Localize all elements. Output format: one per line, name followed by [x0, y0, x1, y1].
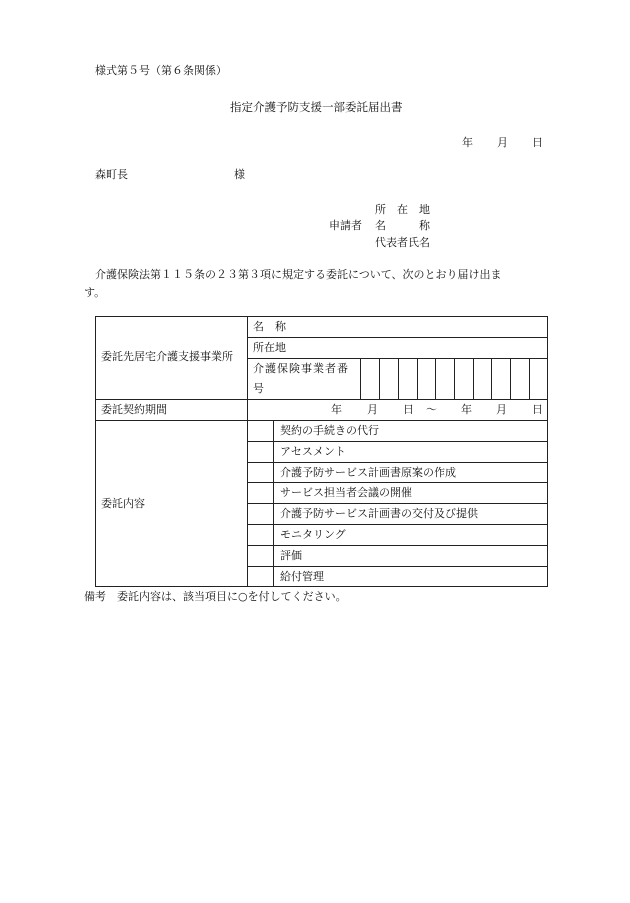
- table-line: [247, 524, 548, 525]
- table-line: [247, 503, 548, 504]
- addressee-honorific: 様: [234, 168, 245, 181]
- content-item: アセスメント: [280, 445, 346, 458]
- table-line: [417, 358, 418, 399]
- table-line: [398, 358, 399, 399]
- table-line: [247, 545, 548, 546]
- date-day: 日: [532, 136, 543, 149]
- table-line: [491, 358, 492, 399]
- content-item: 介護予防サービス計画書原案の作成: [280, 466, 456, 479]
- table-line: [95, 316, 548, 317]
- office-address-label: 所在地: [253, 341, 286, 354]
- content-label: 委託内容: [101, 497, 145, 510]
- content-item: 介護予防サービス計画書の交付及び提供: [280, 507, 478, 520]
- applicant-address-label: 所 在 地: [375, 203, 430, 216]
- body-text-line-2: す。: [84, 286, 106, 299]
- table-line: [95, 420, 548, 421]
- insurer-number-label-2: 号: [253, 382, 264, 395]
- table-line: [379, 358, 380, 399]
- table-line: [95, 316, 96, 587]
- table-line: [273, 420, 274, 586]
- period-end-day: 日: [532, 403, 543, 416]
- content-item: サービス担当者会議の開催: [280, 486, 412, 499]
- document-title: 指定介護予防支援一部委託届出書: [230, 100, 403, 114]
- content-item: 契約の手続きの代行: [280, 424, 379, 437]
- date-year: 年: [462, 136, 473, 149]
- office-label: 委託先居宅介護支援事業所: [101, 350, 233, 363]
- delegation-table: [95, 316, 548, 587]
- form-number: 様式第５号（第６条関係）: [95, 64, 227, 77]
- table-line: [247, 482, 548, 483]
- applicant-name-label: 名 称: [375, 219, 430, 232]
- table-line: [247, 337, 548, 338]
- table-line: [95, 399, 548, 400]
- period-separator: ～: [426, 403, 437, 416]
- content-item: 評価: [280, 549, 302, 562]
- date-month: 月: [497, 136, 508, 149]
- table-line: [529, 358, 530, 399]
- period-start-day: 日: [403, 403, 414, 416]
- applicant-label: 申請者: [329, 219, 362, 232]
- table-line: [95, 586, 548, 587]
- period-label: 委託契約期間: [101, 403, 167, 416]
- period-end-month: 月: [496, 403, 507, 416]
- content-item: 給付管理: [280, 570, 324, 583]
- table-line: [454, 358, 455, 399]
- office-name-label: 名 称: [253, 320, 286, 333]
- table-line: [435, 358, 436, 399]
- table-line: [547, 316, 548, 587]
- period-end-year: 年: [461, 403, 472, 416]
- note: 備考 委託内容は、該当項目に○を付してください。: [84, 590, 347, 603]
- table-line: [247, 566, 548, 567]
- insurer-number-label-1: 介護保険事業者番: [253, 362, 349, 375]
- applicant-rep-label: 代表者氏名: [375, 236, 430, 249]
- body-text-line-1: 介護保険法第１１５条の２３第３項に規定する委託について、次のとおり届け出ま: [84, 268, 502, 281]
- period-start-month: 月: [367, 403, 378, 416]
- table-line: [473, 358, 474, 399]
- period-start-year: 年: [331, 403, 342, 416]
- table-line: [247, 462, 548, 463]
- content-item: モニタリング: [280, 528, 346, 541]
- table-line: [510, 358, 511, 399]
- addressee-name: 森町長: [95, 168, 128, 181]
- table-line: [247, 316, 248, 587]
- table-line: [360, 358, 361, 399]
- table-line: [247, 441, 548, 442]
